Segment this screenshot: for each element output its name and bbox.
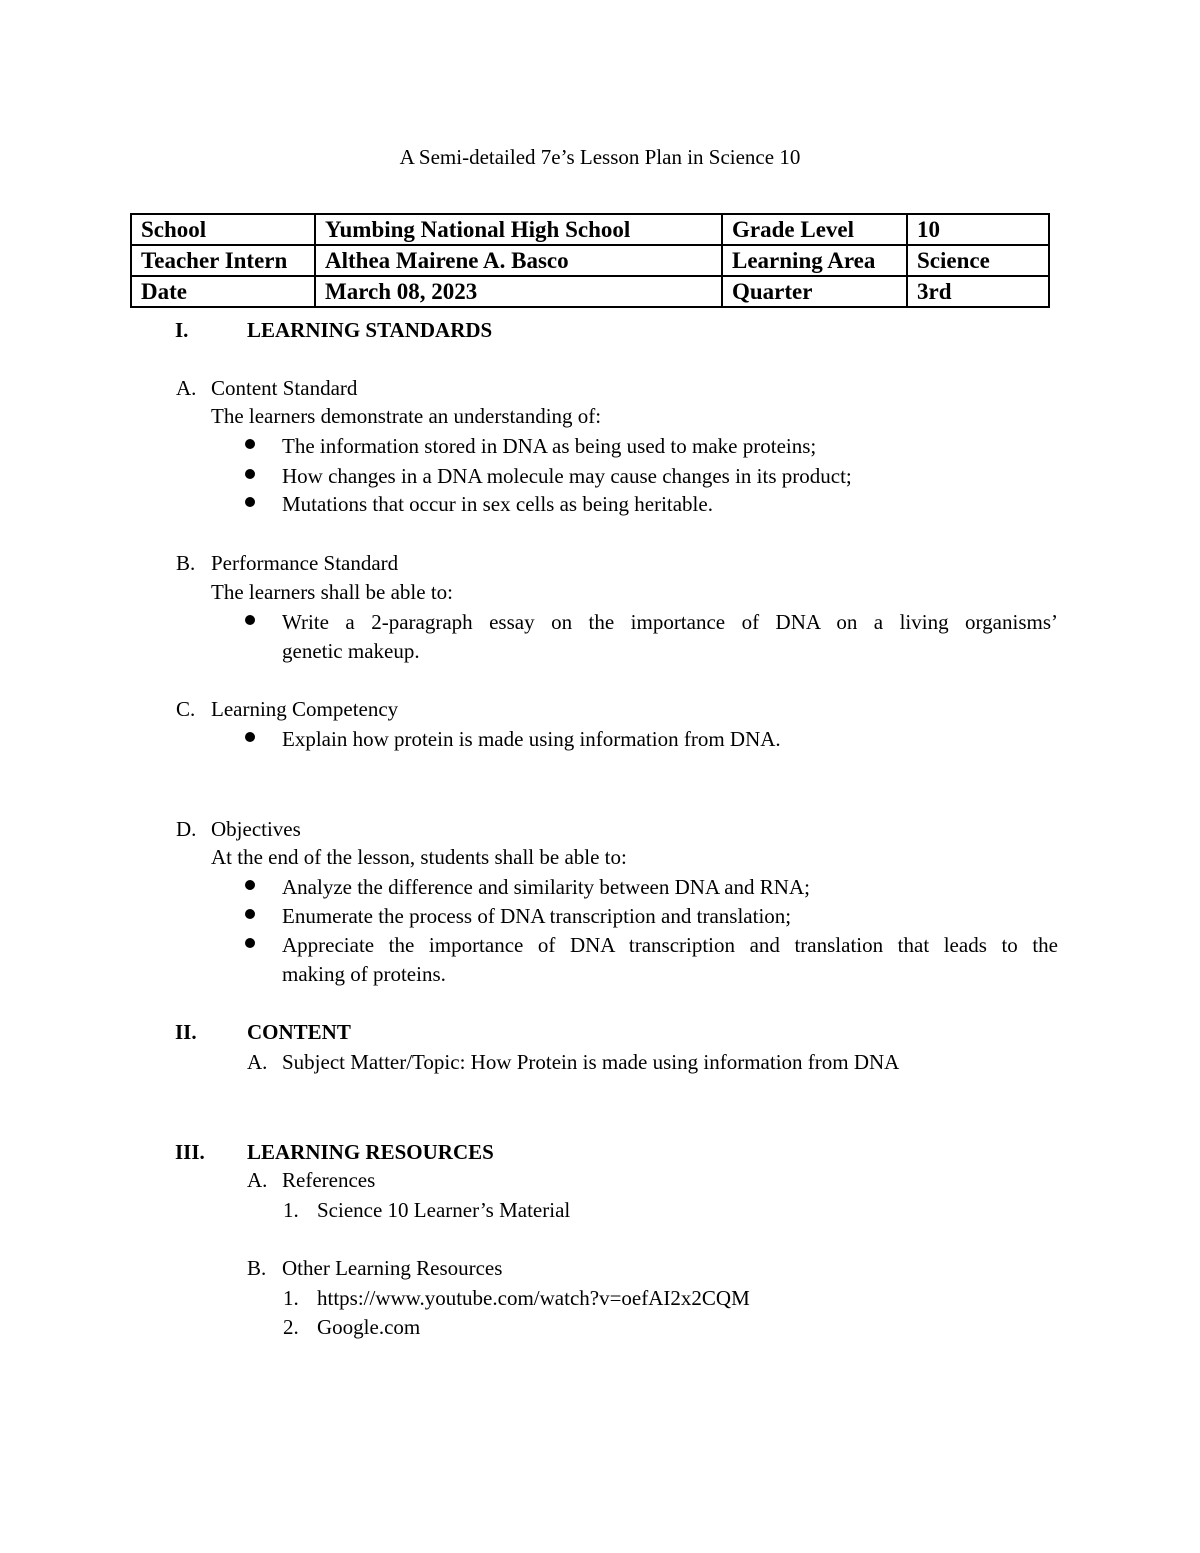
- bullet-icon: [245, 615, 255, 625]
- bullet-icon: [245, 439, 255, 449]
- reference-item: Science 10 Learner’s Material: [317, 1198, 571, 1222]
- list-item: Explain how protein is made using information from DNA.: [282, 727, 781, 751]
- subsection-heading: Learning Competency: [211, 697, 399, 721]
- table-cell: Althea Mairene A. Basco: [315, 245, 722, 276]
- subsection-letter: B.: [176, 551, 196, 575]
- section-numeral: III.: [175, 1140, 205, 1164]
- subsection-heading: Content Standard: [211, 376, 358, 400]
- bullet-icon: [245, 938, 255, 948]
- table-cell: Yumbing National High School: [315, 214, 722, 245]
- section-numeral: II.: [175, 1020, 197, 1044]
- table-row: [131, 245, 1049, 276]
- subject-matter-text: Subject Matter/Topic: How Protein is made using information from DNA: [282, 1050, 900, 1074]
- table-cell: Science: [907, 245, 1049, 276]
- list-item-continuation: making of proteins.: [282, 962, 446, 986]
- intro-text: At the end of the lesson, students shall be able to:: [211, 845, 627, 869]
- list-item: Write a 2-paragraph essay on the importance of DNA on a living organisms’: [282, 610, 1058, 634]
- resource-link[interactable]: https://www.youtube.com/watch?v=oefAI2x2CQM: [317, 1286, 750, 1310]
- intro-text: The learners shall be able to:: [211, 580, 453, 604]
- list-item-number: 1.: [283, 1198, 299, 1222]
- subsection-heading: Objectives: [211, 817, 301, 841]
- bullet-icon: [245, 497, 255, 507]
- section-heading: LEARNING RESOURCES: [247, 1140, 494, 1164]
- bullet-icon: [245, 880, 255, 890]
- document-title: A Semi-detailed 7e’s Lesson Plan in Science 10: [399, 145, 801, 169]
- subsection-heading: Other Learning Resources: [282, 1256, 503, 1280]
- subsection-heading: References: [282, 1168, 376, 1192]
- table-cell: Date: [131, 276, 315, 307]
- subsection-heading: Performance Standard: [211, 551, 399, 575]
- table-cell: Learning Area: [722, 245, 907, 276]
- table-cell: Quarter: [722, 276, 907, 307]
- table-cell: March 08, 2023: [315, 276, 722, 307]
- subsection-letter: A.: [247, 1050, 268, 1074]
- subsection-letter: C.: [176, 697, 196, 721]
- list-item-number: 2.: [283, 1315, 299, 1339]
- section-heading: CONTENT: [247, 1020, 351, 1044]
- table-cell: Teacher Intern: [131, 245, 315, 276]
- list-item-number: 1.: [283, 1286, 299, 1310]
- table-cell: 10: [907, 214, 1049, 245]
- bullet-icon: [245, 909, 255, 919]
- info-table: [130, 213, 1050, 308]
- list-item-continuation: genetic makeup.: [282, 639, 420, 663]
- list-item: Enumerate the process of DNA transcription and translation;: [282, 904, 792, 928]
- intro-text: The learners demonstrate an understanding of:: [211, 404, 602, 428]
- section-heading: LEARNING STANDARDS: [247, 318, 493, 342]
- bullet-icon: [245, 732, 255, 742]
- list-item: Analyze the difference and similarity between DNA and RNA;: [282, 875, 810, 899]
- table-row: [131, 214, 1049, 245]
- list-item: The information stored in DNA as being used to make proteins;: [282, 434, 817, 458]
- table-row: [131, 276, 1049, 307]
- section-numeral: I.: [175, 318, 189, 342]
- table-cell: School: [131, 214, 315, 245]
- list-item: Mutations that occur in sex cells as being heritable.: [282, 492, 713, 516]
- list-item: Appreciate the importance of DNA transcription and translation that leads to the: [282, 933, 1058, 957]
- table-cell: Grade Level: [722, 214, 907, 245]
- list-item: How changes in a DNA molecule may cause changes in its product;: [282, 464, 852, 488]
- subsection-letter: D.: [176, 817, 197, 841]
- bullet-icon: [245, 469, 255, 479]
- subsection-letter: B.: [247, 1256, 267, 1280]
- subsection-letter: A.: [247, 1168, 268, 1192]
- table-cell: 3rd: [907, 276, 1049, 307]
- resource-link[interactable]: Google.com: [317, 1315, 421, 1339]
- subsection-letter: A.: [176, 376, 197, 400]
